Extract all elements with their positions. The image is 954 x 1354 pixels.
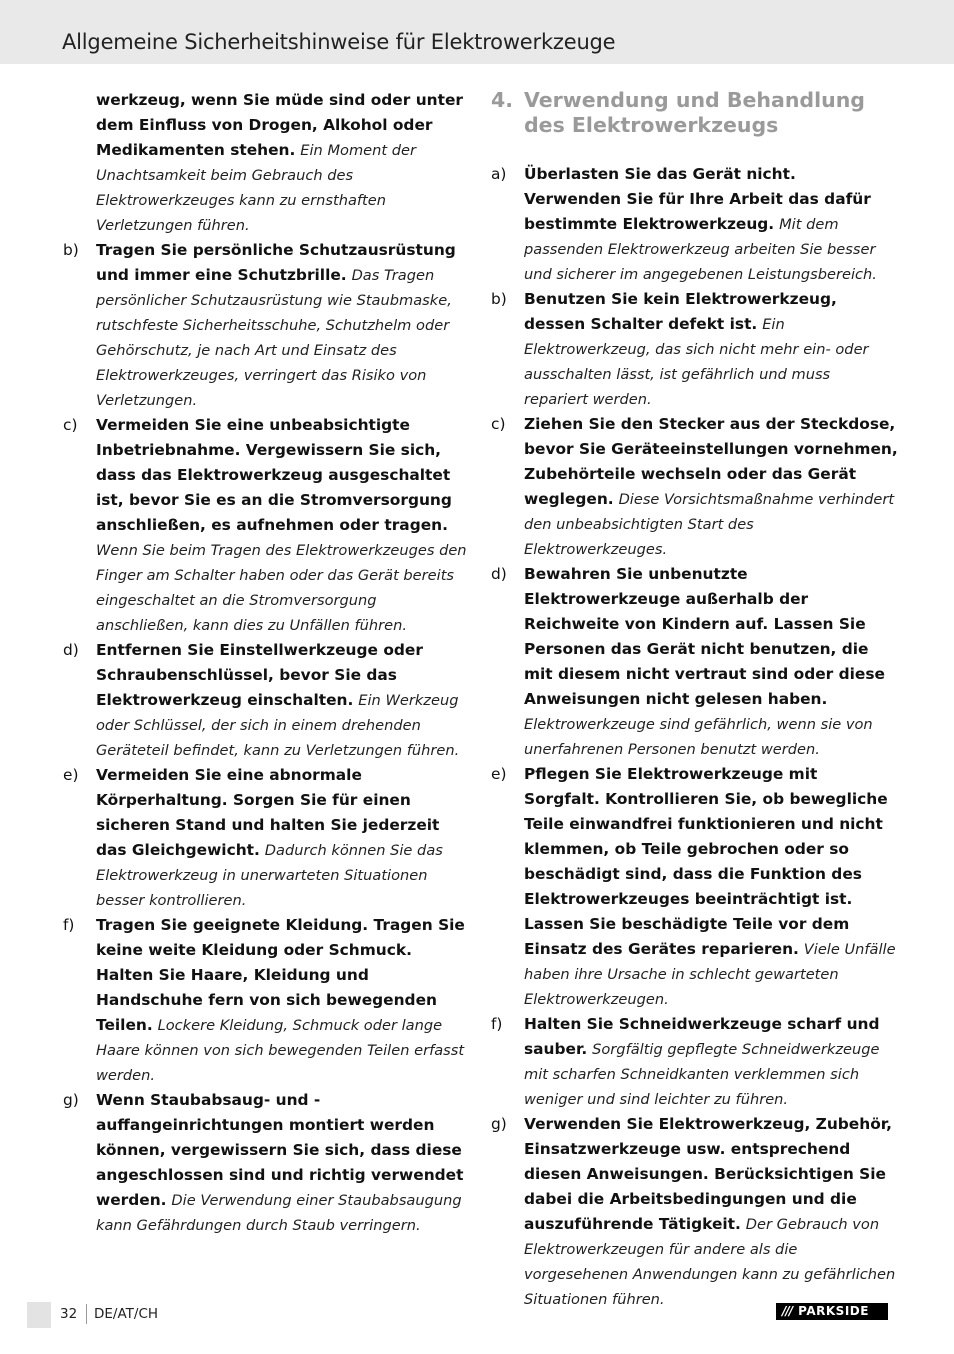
section-heading <box>488 88 898 138</box>
instruction-bold: Tragen Sie persönliche Schutzausrüstung und immer eine Schutzbrille. <box>96 241 456 284</box>
list-item <box>60 913 470 1088</box>
section-title: Verwendung und Behandlung des Elektrowerkzeugs <box>524 88 865 137</box>
brand-stripes-icon: /// <box>782 1304 793 1318</box>
left-column <box>60 88 470 1238</box>
instruction-bold: Vermeiden Sie eine unbeabsichtigte Inbetriebnahme. Vergewissern Sie sich, dass das Elektrowerkzeug ausgeschaltet ist, bevor Sie es an die Stromversorgung anschließen, es aufnehmen oder tragen. <box>96 416 452 534</box>
item-marker: e) <box>491 765 507 783</box>
instruction-bold: Ziehen Sie den Stecker aus der Steckdose, bevor Sie Geräteeinstellungen vornehmen, Zubehörteile wechseln oder das Gerät weglegen. <box>524 415 898 508</box>
explanation-text: Mit dem passenden Elektrowerkzeug arbeiten Sie besser und sicherer im angegebenen Leistungsbereich. <box>524 216 877 283</box>
item-marker: f) <box>63 916 75 934</box>
item-marker: c) <box>491 415 506 433</box>
explanation-text: Die Verwendung einer Staubabsaugung kann Gefährdungen durch Staub verringern. <box>96 1192 462 1234</box>
item-marker: g) <box>491 1115 507 1133</box>
instruction-bold: Verwenden Sie Elektrowerkzeug, Zubehör, Einsatzwerkzeuge usw. entsprechend diesen Anweisungen. Berücksichtigen Sie dabei die Arbeitsbedingungen und die auszuführende Tätigkeit. <box>524 1115 892 1233</box>
item-marker: b) <box>63 241 79 259</box>
instruction-bold: Tragen Sie geeignete Kleidung. Tragen Sie keine weite Kleidung oder Schmuck. Halten Sie Haare, Kleidung und Handschuhe fern von sich bewegenden Teilen. <box>96 916 465 1034</box>
footer-divider <box>86 1304 87 1324</box>
list-item <box>488 162 898 287</box>
list-item <box>488 1112 898 1312</box>
page-tab-marker <box>27 1302 51 1328</box>
list-item <box>488 1012 898 1112</box>
instruction-bold: Benutzen Sie kein Elektrowerkzeug, dessen Schalter defekt ist. <box>524 290 837 333</box>
list-item <box>60 238 470 413</box>
list-item <box>60 413 470 638</box>
list-item <box>488 562 898 762</box>
instruction-bold: Entfernen Sie Einstellwerkzeuge oder Schraubenschlüssel, bevor Sie das Elektrowerkzeug einschalten. <box>96 641 423 709</box>
list-item <box>488 412 898 562</box>
item-marker: f) <box>491 1015 503 1033</box>
explanation-text: Ein Werkzeug oder Schlüssel, der sich in einem drehenden Geräteteil befindet, kann zu Verletzungen führen. <box>96 692 460 759</box>
right-column <box>488 88 898 1312</box>
instruction-bold: Halten Sie Schneidwerkzeuge scharf und sauber. <box>524 1015 880 1058</box>
page-header <box>0 0 954 64</box>
page-title: Allgemeine Sicherheitshinweise für Elektrowerkzeuge <box>62 30 616 54</box>
explanation-text: Das Tragen persönlicher Schutzausrüstung wie Staubmaske, rutschfeste Sicherheitsschuhe, Schutzhelm oder Gehörschutz, je nach Art und Einsatz des Elektrowerkzeuges, verringert das Risiko von Verletzungen. <box>96 267 452 409</box>
section-number: 4. <box>491 88 514 112</box>
explanation-text: Der Gebrauch von Elektrowerkzeugen für andere als die vorgesehenen Anwendungen kann zu gefährlichen Situationen führen. <box>524 1216 896 1308</box>
explanation-text: Lockere Kleidung, Schmuck oder lange Haare können von sich bewegenden Teilen erfasst werden. <box>96 1017 465 1084</box>
item-marker: d) <box>63 641 79 659</box>
list-item <box>60 1088 470 1238</box>
explanation-text: Sorgfältig gepflegte Schneidwerkzeuge mit scharfen Schneidkanten verklemmen sich weniger und sind leichter zu führen. <box>524 1041 880 1108</box>
page-number: 32 <box>60 1306 78 1322</box>
item-marker: c) <box>63 416 78 434</box>
instruction-bold: Bewahren Sie unbenutzte Elektrowerkzeuge außerhalb der Reichweite von Kindern auf. Lassen Sie Personen das Gerät nicht benutzen, die mit diesem nicht vertraut sind oder diese Anweisungen nicht gelesen haben. <box>524 565 885 708</box>
explanation-text: Elektrowerkzeuge sind gefährlich, wenn sie von unerfahrenen Personen benutzt werden. <box>524 716 873 758</box>
explanation-text: Dadurch können Sie das Elektrowerkzeug in unerwarteten Situationen besser kontrollieren. <box>96 842 443 909</box>
explanation-text: Ein Moment der Unachtsamkeit beim Gebrauch des Elektrowerkzeuges kann zu ernsthaften Verletzungen führen. <box>96 142 417 234</box>
continued-paragraph <box>60 88 470 238</box>
instruction-bold: Überlasten Sie das Gerät nicht. Verwenden Sie für Ihre Arbeit das dafür bestimmte Elektrowerkzeug. <box>524 165 871 233</box>
explanation-text: Diese Vorsichtsmaßnahme verhindert den unbeabsichtigten Start des Elektrowerkzeuges. <box>524 491 895 558</box>
item-marker: a) <box>491 165 507 183</box>
brand-logo <box>776 1303 888 1320</box>
item-marker: g) <box>63 1091 79 1109</box>
instruction-bold: Vermeiden Sie eine abnormale Körperhaltung. Sorgen Sie für einen sicheren Stand und halten Sie jederzeit das Gleichgewicht. <box>96 766 440 859</box>
instruction-bold: werkzeug, wenn Sie müde sind oder unter dem Einfluss von Drogen, Alkohol oder Medikamenten stehen. <box>96 91 463 159</box>
item-marker: e) <box>63 766 79 784</box>
explanation-text: Wenn Sie beim Tragen des Elektrowerkzeuges den Finger am Schalter haben oder das Gerät bereits eingeschaltet an die Stromversorgung anschließen, kann dies zu Unfällen führen. <box>96 542 467 634</box>
list-item <box>488 762 898 1012</box>
instruction-bold: Pflegen Sie Elektrowerkzeuge mit Sorgfalt. Kontrollieren Sie, ob bewegliche Teile einwandfrei funktionieren und nicht klemmen, ob Teile gebrochen oder so beschädigt sind, dass die Funktion des Elektrowerkzeuges beeinträchtigt ist. Lassen Sie beschädigte Teile vor dem Einsatz des Gerätes reparieren. <box>524 765 888 958</box>
instruction-bold: Wenn Staubabsaug- und -auffangeinrichtungen montiert werden können, vergewissern Sie sich, dass diese angeschlossen sind und richtig verwendet werden. <box>96 1091 464 1209</box>
list-item <box>60 763 470 913</box>
brand-name: PARKSIDE <box>798 1304 869 1318</box>
region-code: DE/AT/CH <box>94 1306 159 1322</box>
item-marker: d) <box>491 565 507 583</box>
explanation-text: Ein Elektrowerkzeug, das sich nicht mehr ein- oder ausschalten lässt, ist gefährlich und muss repariert werden. <box>524 316 869 408</box>
explanation-text: Viele Unfälle haben ihre Ursache in schlecht gewarteten Elektrowerkzeugen. <box>524 941 896 1008</box>
list-item <box>60 638 470 763</box>
list-item <box>488 287 898 412</box>
item-marker: b) <box>491 290 507 308</box>
